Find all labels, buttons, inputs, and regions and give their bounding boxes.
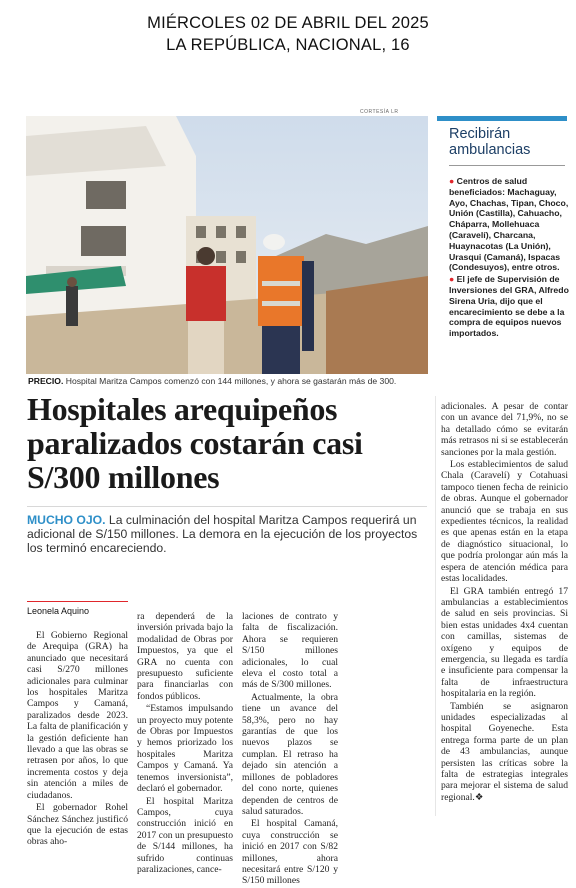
sidebar-divider [449,165,565,166]
paragraph: Actualmente, la obra tiene un avance del 58,3%, pero no hay garantías de que los nuevos plazos se cumplan. El retraso ha dejado sin atención a millones de pobladores del cono norte, quienes dependen de centros de salud saturados. [242,691,338,817]
article-headline: Hospitales arequipeños paralizados costarán casi S/300 millones [27,391,363,495]
paragraph: El hospital Maritza Campos, cuya construcción inició en 2017 con un presupuesto de S/144 millones, ha sufrido continuas paralizaciones, cance- [137,795,233,875]
page-header-date: MIÉRCOLES 02 DE ABRIL DEL 2025 [147,14,429,32]
author-byline: Leonela Aquino [27,606,90,616]
paragraph: El Gobierno Regional de Arequipa (GRA) ha anunciado que necesitará casi S/270 millones adicionales para culminar los hospitales Maritza Campos y Camaná, paralizados desde 2023. La falta de planificación y la gestión deficiente han llevado a que las obras se retrasen por años, lo que incrementa costos y deja sin atención a miles de ciudadanos. [27,630,128,801]
hospital-photo [26,116,428,374]
caption-lead: PRECIO. [28,376,64,386]
author-divider [27,601,128,602]
page-header-publication: LA REPÚBLICA, NACIONAL, 16 [166,36,410,54]
sidebar-item-text: El jefe de Supervisión de Inversiones del GRA, Alfredo Sirena Uria, dijo que el encarecimiento se debe a la compra de equipos nuevos importados. [449,274,569,339]
headline-divider [27,506,427,507]
paragraph: ra dependerá de la inversión privada bajo la modalidad de Obras por Impuestos, ya que el GRA no cuenta con presupuesto suficiente para financiarlas con fondos públicos. [137,611,233,702]
lead-text: La culminación del hospital Maritza Campos requerirá un adicional de S/150 millones. La demora en la ejecución de los proyectos los terminó encareciendo. [27,513,418,555]
article-column-2 [137,611,233,876]
photo-caption [28,376,428,386]
sidebar-title: Recibirán ambulancias [449,126,531,158]
sidebar-accent-bar [437,116,567,121]
article-lead [27,514,429,555]
paragraph: El GRA también entregó 17 ambulancias a establecimientos de salud en seis provincias. Si bien estas unidades 4x4 cuentan con camillas, sistemas de oxígeno y equipos de emergencia, su llegada es tardía e insuficiente para compensar la falta de infraestructura hospitalaria en la región. [441,585,568,700]
paragraph: También se asignaron unidades especializadas al hospital Goyeneche. Esta entrega forma parte de un plan de 43 ambulancias, aunque persisten las críticas sobre la falta de estrategias integrales para mejorar el sistema de salud regional.❖ [441,700,568,803]
sidebar-list [449,176,569,340]
sidebar-item [449,176,569,273]
bullet-dot-icon: ● [449,274,455,285]
paragraph: “Estamos impulsando un proyecto muy potente de Obras por Impuestos y hemos priorizado los hospitales Maritza Campos y Camaná. Ya tenemos inversionista”, declaró el gobernador. [137,703,233,795]
caption-text: Hospital Maritza Campos comenzó con 144 millones, y ahora se gastarán más de 300. [63,376,397,386]
paragraph: Los establecimientos de salud Chala (Caravelí) y Cotahuasi tampoco tienen fecha de reinicio de obras. Aunque el gobernador anunció que se trabaja en sus expedientes técnicos, la realidad es que apenas están en la etapa de diagnóstico situacional, lo que podría prolongar aún más la espera de atención médica para estas localidades. [441,459,568,585]
sidebar-item-text: Centros de salud beneficiados: Machaguay, Ayo, Chachas, Tipan, Choco, Unión (Castilla), Cahuacho, Cháparra, Mollehuaca (Caravelí), Charcana, Huaynacotas (La Unión), Urasqui (Camaná), Ispacas (Condesuyos), entre otros. [449,176,569,273]
article-column-3 [242,611,338,888]
paragraph: El hospital Camaná, cuya construcción se inició en 2017 con S/82 millones, ahora necesitará entre S/120 y S/150 millones [242,818,338,887]
paragraph: laciones de contrato y falta de fiscalización. Ahora se requieren S/150 millones adicionales, lo cual eleva el costo total a más de S/300 millones. [242,611,338,691]
bullet-dot-icon: ● [449,176,455,186]
lead-kicker: MUCHO OJO. [27,513,106,527]
article-column-4 [441,401,568,804]
column-separator [435,396,436,816]
photo-credit: CORTESÍA LR [360,109,399,115]
article-column-1 [27,630,128,849]
paragraph: El gobernador Rohel Sánchez Sánchez justificó que la ejecución de estas obras aho- [27,802,128,848]
sidebar-item [449,274,569,339]
paragraph: adicionales. A pesar de contar con un avance del 71,9%, no se ha detallado cómo se evitarán más retrasos ni si se establecerán sanciones por la mala gestión. [441,401,568,458]
